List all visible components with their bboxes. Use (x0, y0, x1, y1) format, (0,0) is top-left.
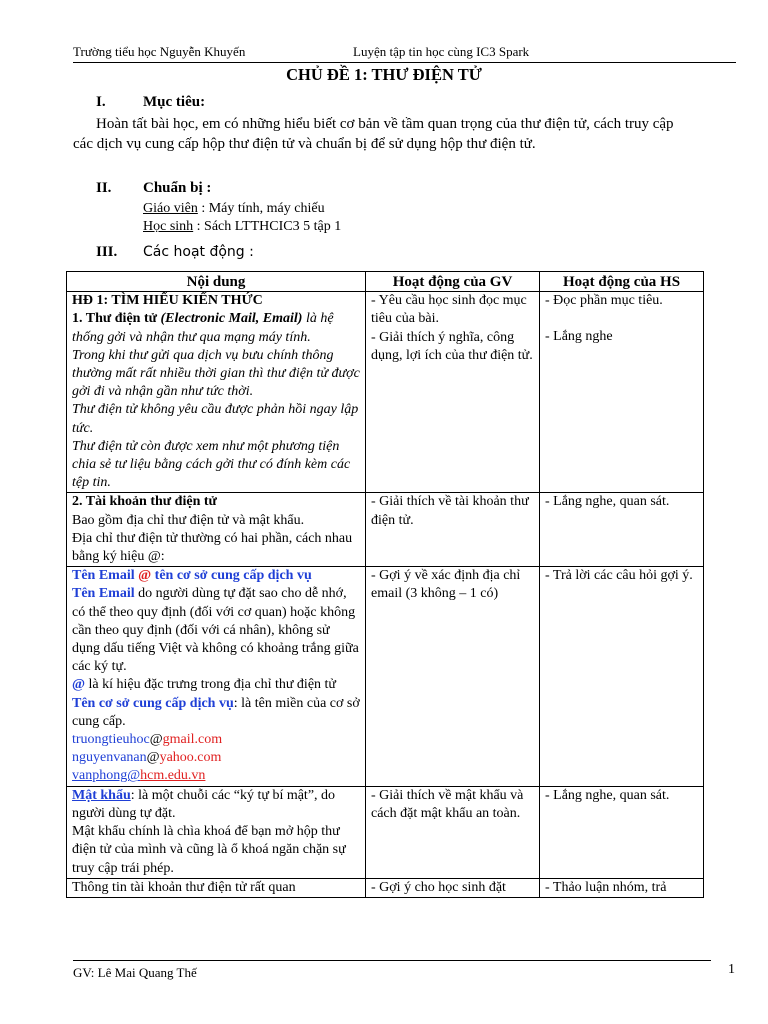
example-email-3[interactable]: vanphong@hcm.edu.vn (72, 768, 206, 784)
course-name: Luyện tập tin học cùng IC3 Spark (353, 44, 530, 59)
student-cell: - Lắng nghe, quan sát. (540, 493, 704, 567)
teacher-activity: - Giải thích ý nghĩa, công dụng, lợi ích của thư điện tử. (371, 329, 533, 363)
page-footer (73, 960, 711, 980)
section-2-heading: II. Chuẩn bị : (96, 180, 212, 196)
provider-explain: Tên cơ sở cung cấp dịch vụ: là tên miền của cơ sở cung cấp. (72, 695, 360, 729)
account-heading: 2. Tài khoản thư điện tử (72, 494, 217, 510)
email-para-3: Thư điện tử không yêu cầu được phản hồi ngay lập tức. (72, 402, 359, 436)
student-activity: - Lắng nghe (545, 329, 613, 345)
section-1-text: Hoàn tất bài học, em có những hiểu biết cơ bản về tầm quan trọng của thư điện tử, cách truy cập các dịch vụ cung cấp hộp thư điện tử và chuẩn bị để sử dụng hộp thư điện tử. (73, 116, 674, 152)
account-para: Địa chỉ thư điện tử thường có hai phần, cách nhau bằng ký hiệu @: (72, 530, 353, 565)
table-row (67, 878, 704, 897)
teacher-activity: - Yêu cầu học sinh đọc mục tiêu của bài. (371, 293, 527, 327)
password-explain: Mật khẩu: là một chuỗi các “ký tự bí mật”, do người dùng tự đặt. (72, 787, 336, 821)
example-email-2: nguyenvanan@yahoo.com (72, 750, 222, 766)
content-cell (67, 567, 366, 786)
prep-student: Học sinh : Sách LTTHCIC3 5 tập 1 (143, 219, 342, 234)
student-cell: - Lắng nghe, quan sát. (540, 786, 704, 878)
password-para: Mật khẩu chính là chìa khoá để bạn mở hộp thư điện tử của mình và cũng là ổ khoá ngăn chặn sự truy cập trái phép. (72, 824, 346, 876)
email-name-explain: Tên Email do người dùng tự đặt sao cho dễ nhớ, có thể theo quy định (đối với cơ quan) hoặc không cần theo quy định (đối với cá nhân), không sử dụng dấu tiếng Việt và không có khoảng trắng giữa các ký tự. (72, 586, 359, 675)
table-row (67, 493, 704, 567)
table-row (67, 567, 704, 786)
student-cell (540, 292, 704, 493)
content-cell (67, 292, 366, 493)
student-cell: - Trả lời các câu hỏi gợi ý. (540, 567, 704, 786)
email-definition: 1. Thư điện tử (Electronic Mail, Email) là hệ thống gởi và nhận thư qua mạng máy tính. (72, 311, 334, 345)
student-cell: - Thảo luận nhóm, trả (540, 878, 704, 897)
account-para: Bao gồm địa chỉ thư điện tử và mật khẩu. (72, 512, 305, 528)
table-header-row (67, 272, 704, 292)
section-1-heading: I. Mục tiêu: (96, 94, 206, 110)
content-cell (67, 493, 366, 567)
page-header (73, 44, 736, 63)
example-email-1: truongtieuhoc@gmail.com (72, 732, 223, 748)
email-para-2: Trong khi thư gửi qua dịch vụ bưu chính thông thường mất rất nhiều thời gian thì thư điện tử được gởi đi và nhận gần như tức thời. (72, 347, 360, 400)
table-row (67, 292, 704, 493)
page-title: CHỦ ĐỀ 1: THƯ ĐIỆN TỬ (286, 65, 482, 84)
activities-table (66, 271, 704, 898)
page-number: 1 (728, 962, 735, 977)
teacher-cell: - Gợi ý cho học sinh đặt (366, 878, 540, 897)
col-header-content: Nội dung (67, 272, 366, 292)
col-header-teacher: Hoạt động của GV (366, 272, 540, 292)
teacher-cell: - Gợi ý về xác định địa chỉ email (3 không – 1 có) (366, 567, 540, 786)
table-row (67, 786, 704, 878)
col-header-student: Hoạt động của HS (540, 272, 704, 292)
teacher-cell (366, 292, 540, 493)
school-name: Trường tiểu học Nguyễn Khuyến (73, 44, 246, 59)
student-activity: - Đọc phần mục tiêu. (545, 293, 663, 309)
content-cell: Thông tin tài khoản thư điện tử rất quan (67, 878, 366, 897)
section-3-heading: III. Các hoạt động : (96, 244, 254, 260)
teacher-name: GV: Lê Mai Quang Thế (73, 965, 197, 980)
email-para-4: Thư điện tử còn được xem như một phương tiện chia sẻ tư liệu bằng cách gởi thư có đính kèm các tệp tin. (72, 438, 351, 491)
teacher-cell: - Giải thích về mật khẩu và cách đặt mật khẩu an toàn. (366, 786, 540, 878)
activity-heading: HĐ 1: TÌM HIỂU KIẾN THỨC (72, 293, 263, 309)
prep-teacher: Giáo viên : Máy tính, máy chiếu (143, 201, 325, 216)
at-symbol-explain: @ là kí hiệu đặc trưng trong địa chỉ thư điện tử (72, 677, 337, 693)
teacher-cell: - Giải thích về tài khoản thư điện tử. (366, 493, 540, 567)
email-format: Tên Email @ tên cơ sở cung cấp dịch vụ (72, 568, 312, 584)
content-cell (67, 786, 366, 878)
